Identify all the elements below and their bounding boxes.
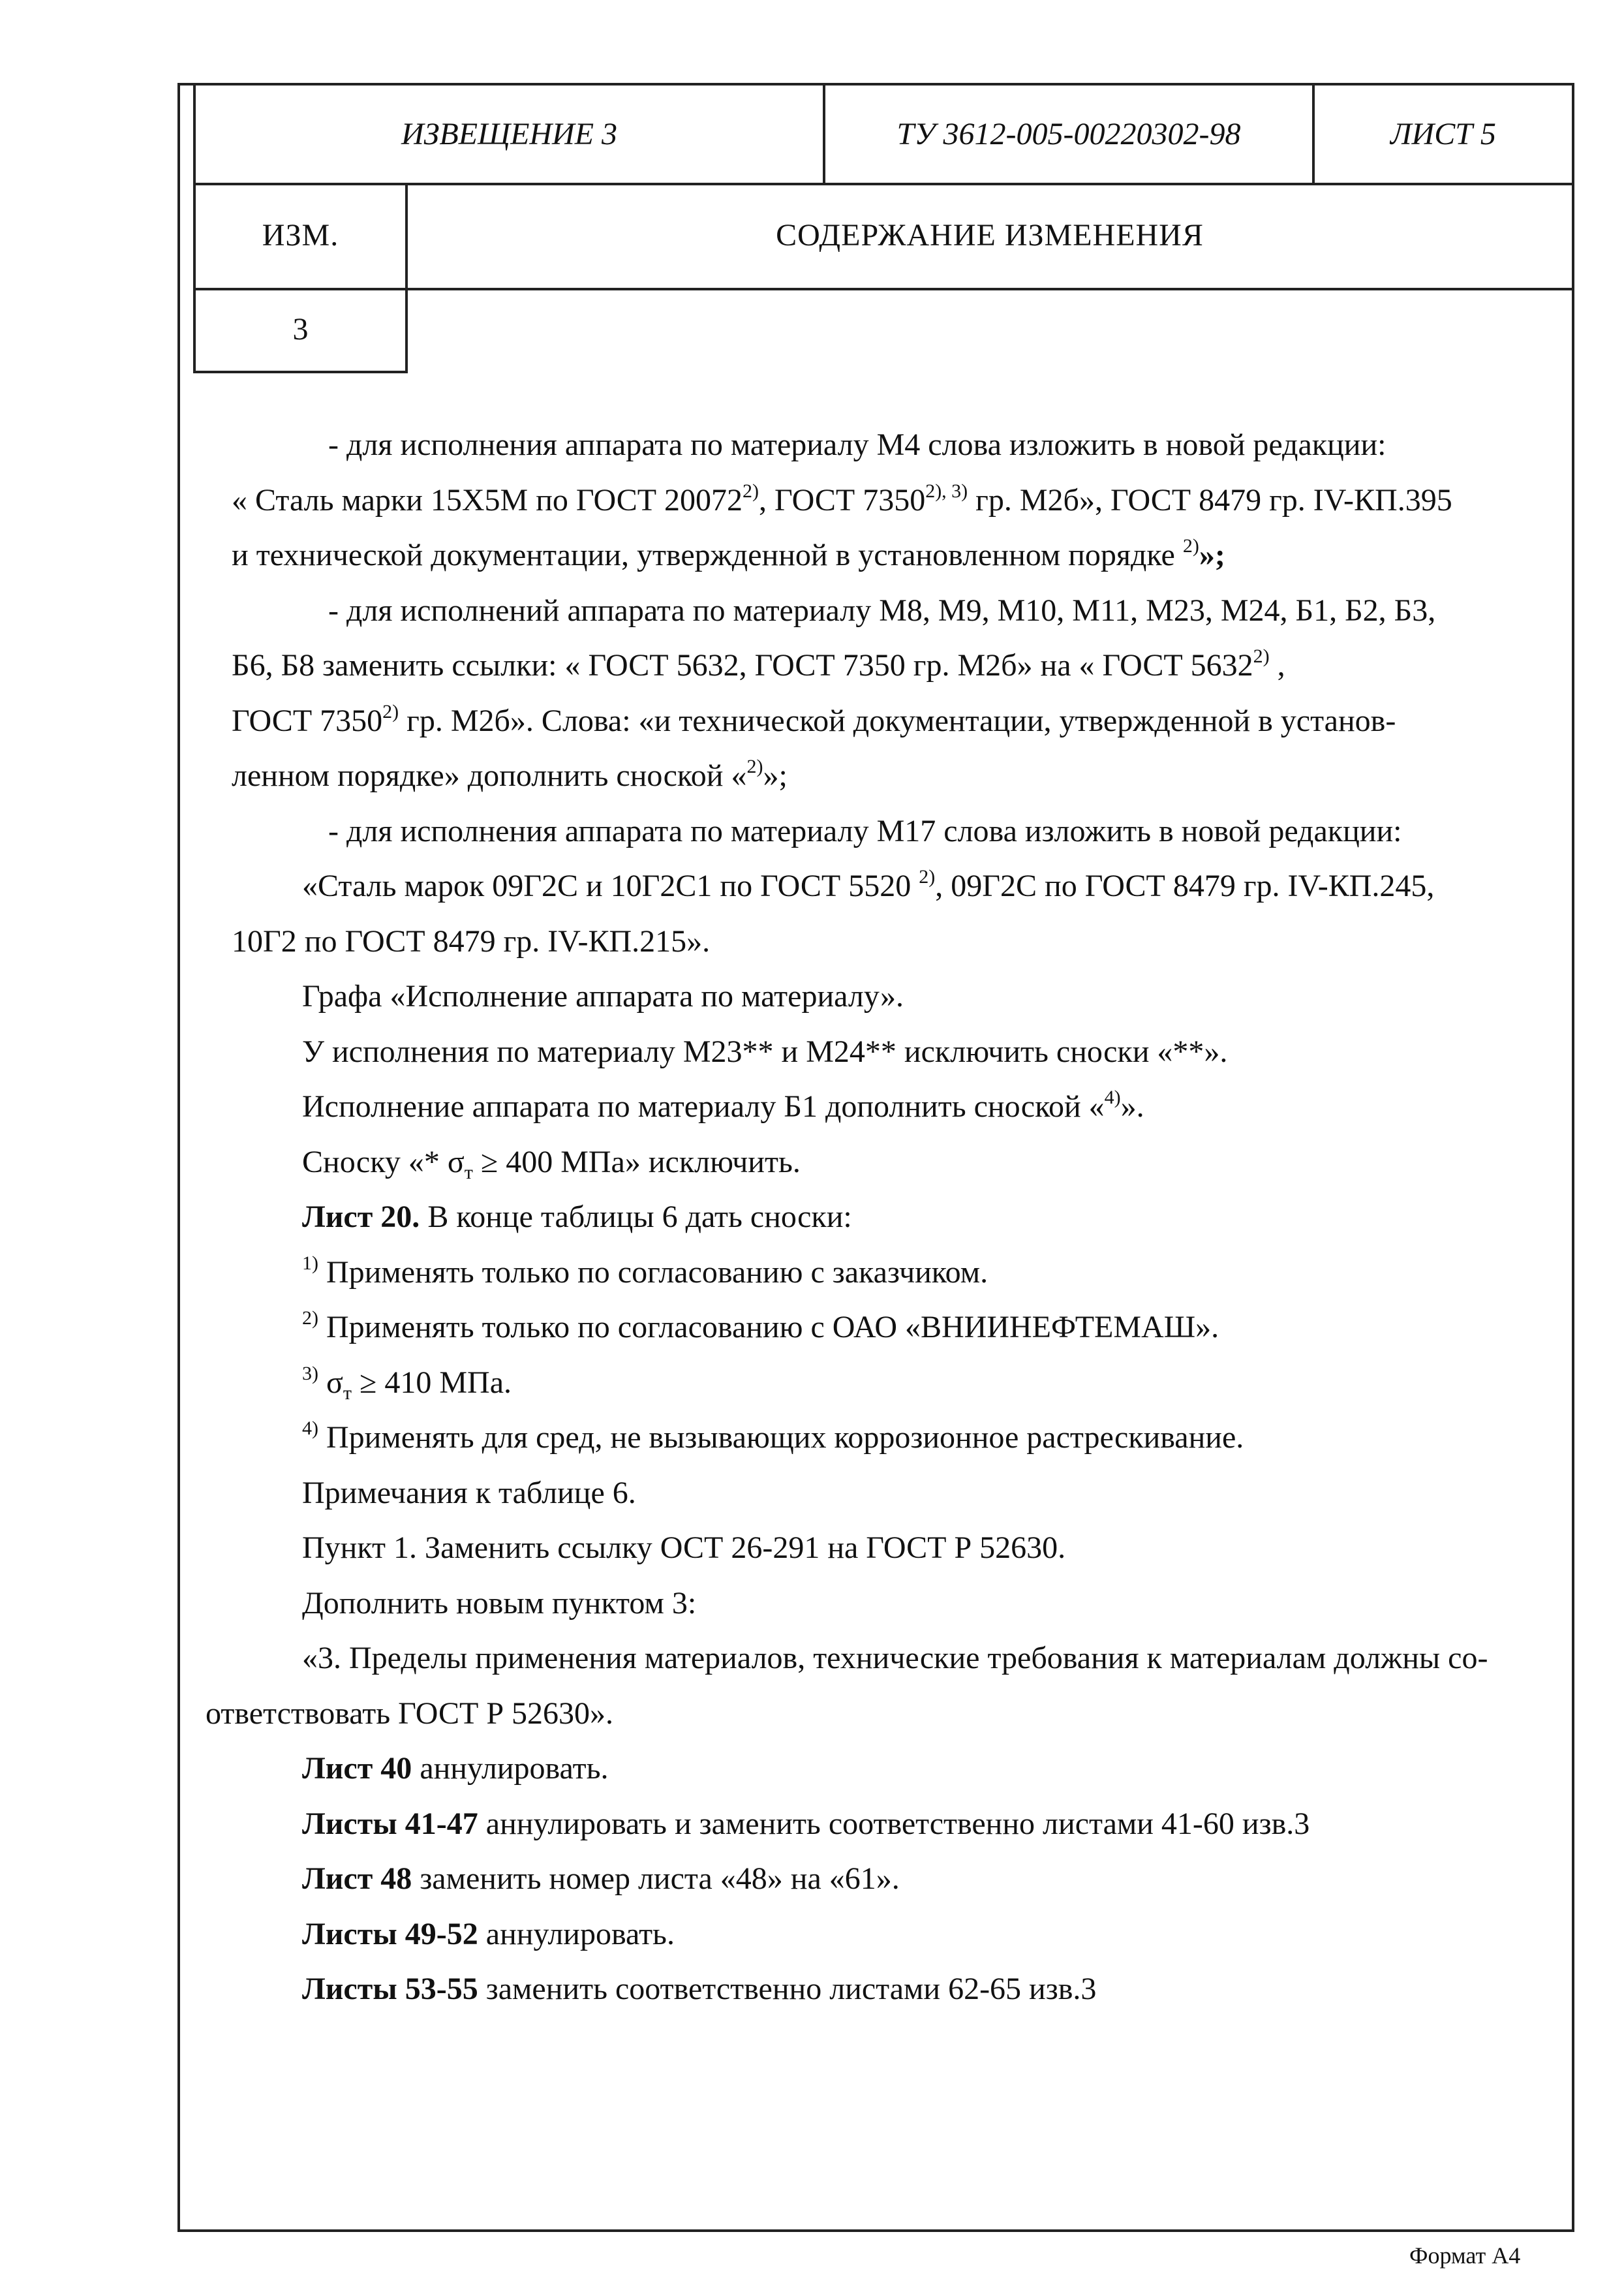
text-line: Лист 48 заменить номер листа «48» на «61». (302, 1861, 900, 1896)
notice-number: ИЗВЕЩЕНИЕ 3 (196, 85, 825, 183)
text-line: - для исполнения аппарата по материалу М17 слова изложить в новой редакции: (328, 813, 1402, 848)
text-line: Листы 41-47 аннулировать и заменить соответственно листами 41-60 изв.3 (302, 1806, 1310, 1841)
footnote-line: $^{2)}$ Применять только по согласованию с ОАО «ВНИИНЕФТЕМАШ». (302, 1307, 1219, 1344)
text-line: - для исполнений аппарата по материалу М8, М9, М10, М11, М23, М24, Б1, Б2, Б3, (328, 593, 1436, 628)
text-line: Примечания к таблице 6. (302, 1475, 636, 1510)
text-line: Графа «Исполнение аппарата по материалу». (302, 979, 904, 1014)
text-line: - для исполнения аппарата по материалу М4 слова изложить в новой редакции: (328, 427, 1387, 462)
text-line: ГОСТ 7350$^{2)}$ гр. М2б». Слова: «и технической документации, утвержденной в установ- (232, 700, 1396, 738)
text-line: Листы 49-52 аннулировать. (302, 1916, 675, 1951)
text-line: Пункт 1. Заменить ссылку ОСТ 26-291 на ГОСТ Р 52630. (302, 1530, 1066, 1565)
footnote-line: $^{4)}$ Применять для сред, не вызывающих коррозионное растрескивание. (302, 1418, 1244, 1455)
izm-column-header: ИЗМ. (196, 183, 408, 288)
text-line: «3. Пределы применения материалов, технические требования к материалам должны со- (302, 1641, 1488, 1675)
text-line: Дополнить новым пунктом 3: (302, 1585, 697, 1620)
text-line: Сноску «* $\sigma_т \ge 400$ МПа» исключить. (302, 1144, 801, 1183)
header-row (193, 83, 1574, 185)
content-column-header: СОДЕРЖАНИЕ ИЗМЕНЕНИЯ (776, 218, 1204, 253)
text-line: ленном порядке» дополнить сноской «$^{2)}$»; (232, 756, 788, 793)
text-line: ответствовать ГОСТ Р 52630». (206, 1696, 614, 1731)
text-line: У исполнения по материалу М23** и М24** исключить сноски «**». (302, 1034, 1228, 1069)
text-line: Лист 20. В конце таблицы 6 дать сноски: (302, 1200, 852, 1234)
format-label: Формат А4 (1409, 2242, 1521, 2269)
text-line: « Сталь марки 15Х5М по ГОСТ 20072$^{2)}$, ГОСТ $7350^{2), 3)}$ гр. М2б», ГОСТ 8479 гр. IV-КП.395 (232, 480, 1452, 518)
change-content (206, 418, 1533, 2017)
text-line: Б6, Б8 заменить ссылки: « ГОСТ 5632, ГОСТ 7350 гр. М2б» на « ГОСТ 5632$^{2)}$ , (232, 645, 1285, 683)
text-line: «Сталь марок 09Г2С и 10Г2С1 по ГОСТ 5520 $^{2)}$, 09Г2С по ГОСТ 8479 гр. IV-КП.245, (302, 866, 1435, 903)
text-line: Лист 40 аннулировать. (302, 1751, 609, 1786)
column-header-row (193, 183, 1574, 290)
text-line: 10Г2 по ГОСТ 8479 гр. IV-КП.215». (232, 923, 711, 959)
footnote-line: $^{1)}$ Применять только по согласованию с заказчиком. (302, 1252, 988, 1290)
footnote-line: $^{3)}$ $\sigma_т \ge 410$ МПа. (302, 1362, 512, 1404)
sheet-number: ЛИСТ 5 (1390, 117, 1496, 151)
text-line: Листы 53-55 заменить соответственно листами 62-65 изв.3 (302, 1972, 1097, 2006)
izm-number: 3 (193, 288, 408, 373)
text-line: и технической документации, утвержденной в установленном порядке $^{2)}$»; (232, 535, 1225, 572)
text-line: Исполнение аппарата по материалу Б1 дополнить сноской «$^{4)}$». (302, 1087, 1144, 1124)
spec-number: ТУ 3612-005-00220302-98 (825, 85, 1315, 183)
